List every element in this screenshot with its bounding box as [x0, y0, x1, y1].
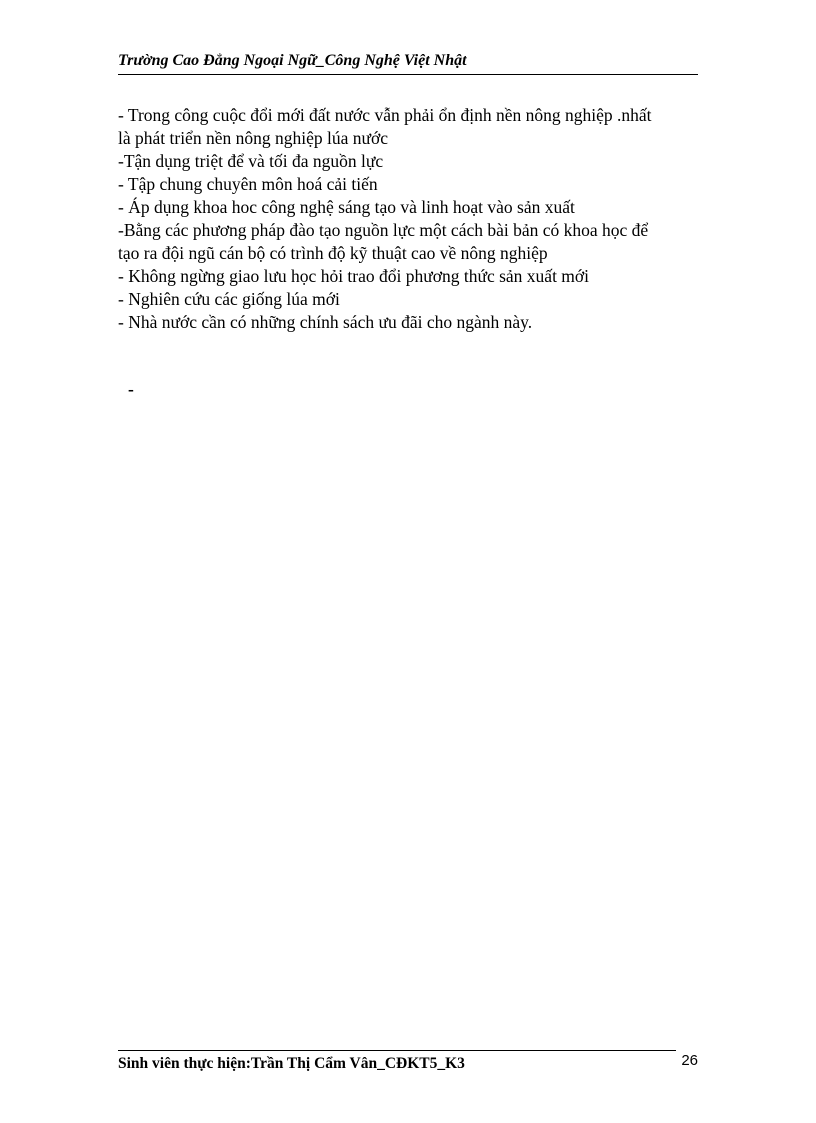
body-line: - Áp dụng khoa hoc công nghệ sáng tạo và linh hoạt vào sản xuất	[118, 197, 575, 217]
body-line: - Tập chung chuyên môn hoá cải tiến	[118, 174, 378, 194]
page-number: 26	[681, 1052, 698, 1069]
footer-author: Sinh viên thực hiện:Trần Thị Cẩm Vân_CĐKT5_K3	[118, 1055, 465, 1072]
header-title: Trường Cao Đẳng Ngoại Ngữ_Công Nghệ Việt Nhật	[118, 52, 467, 69]
body-line: -Tận dụng triệt để và tối đa nguồn lực	[118, 151, 384, 171]
page-header	[118, 50, 698, 75]
body-line: -Bằng các phương pháp đào tạo nguồn lực một cách bài bản có khoa học để	[118, 220, 649, 240]
body-line: - Nghiên cứu các giống lúa mới	[118, 289, 340, 309]
body-line: tạo ra đội ngũ cán bộ có trình độ kỹ thuật cao về nông nghiệp	[118, 243, 548, 263]
body-line: là phát triển nền nông nghiệp lúa nước	[118, 128, 388, 148]
body-line: - Nhà nước cần có những chính sách ưu đãi cho ngành này.	[118, 312, 533, 332]
footer-rule	[118, 1050, 676, 1051]
body-line: - Không ngừng giao lưu học hỏi trao đổi phương thức sản xuất mới	[118, 266, 590, 286]
body-line: - Trong công cuộc đổi mới đất nước vẫn phải ổn định nền nông nghiệp .nhất	[118, 105, 652, 125]
stray-dash: -	[128, 379, 134, 399]
body-text	[118, 104, 698, 334]
